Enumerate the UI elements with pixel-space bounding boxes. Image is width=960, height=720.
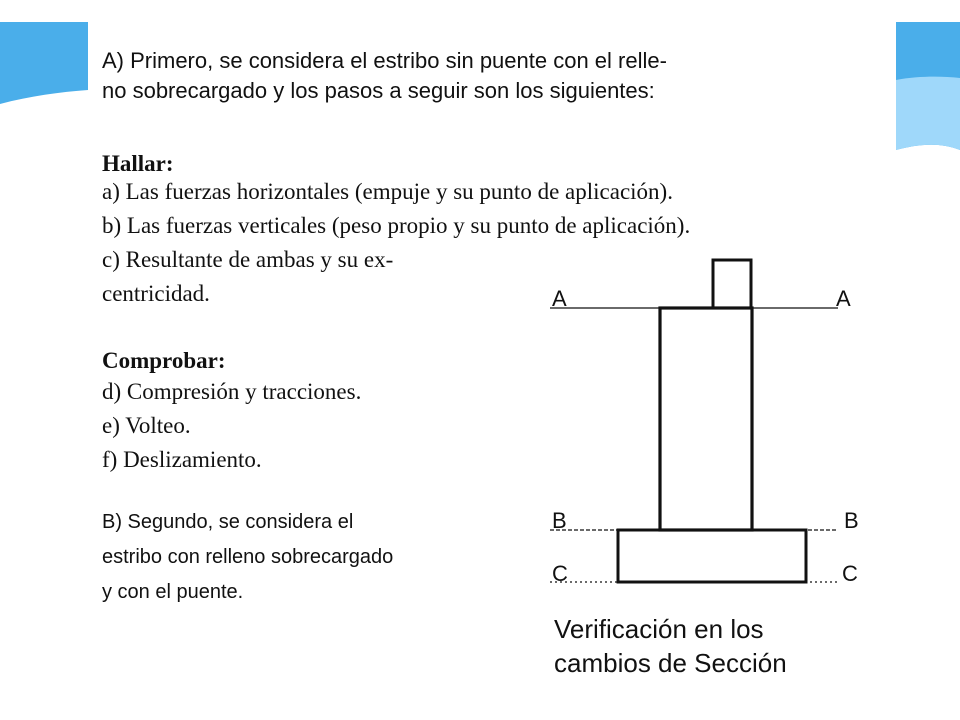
right-accent-highlight (896, 77, 960, 150)
label-c-right: C (842, 561, 858, 586)
label-b-right: B (844, 508, 859, 533)
label-c-left: C (552, 561, 568, 586)
hallar-item-c-cont: centricidad. (102, 281, 210, 306)
label-a-left: A (552, 286, 567, 311)
comprobar-item-e: e) Volteo. (102, 413, 191, 438)
hallar-item-c: c) Resultante de ambas y su ex- (102, 247, 394, 272)
hallar-item-a: a) Las fuerzas horizontales (empuje y su punto de aplicación). (102, 179, 673, 204)
second-case-line-1: B) Segundo, se considera el (102, 511, 354, 533)
comprobar-heading: Comprobar: (102, 348, 226, 373)
abutment-stem (660, 308, 752, 530)
comprobar-item-f: f) Deslizamiento. (102, 447, 262, 472)
intro-line-2: no sobrecargado y los pasos a seguir son los siguientes: (102, 78, 655, 103)
diagram-caption-line-1: Verificación en los (554, 614, 764, 644)
abutment-top-block (713, 260, 751, 308)
second-case-line-3: y con el puente. (102, 581, 244, 603)
hallar-heading: Hallar: (102, 151, 174, 176)
scanned-page (88, 24, 896, 692)
intro-line-1: A) Primero, se considera el estribo sin puente con el relle- (102, 48, 667, 73)
diagram-caption-line-2: cambios de Sección (554, 648, 787, 678)
comprobar-item-d: d) Compresión y tracciones. (102, 379, 362, 404)
second-case-line-2: estribo con relleno sobrecargado (102, 546, 394, 568)
hallar-item-b: b) Las fuerzas verticales (peso propio y su punto de aplicación). (102, 213, 691, 238)
label-a-right: A (836, 286, 851, 311)
left-accent-shape (0, 22, 88, 104)
label-b-left: B (552, 508, 567, 533)
abutment-section-diagram (88, 24, 896, 692)
abutment-footing (618, 530, 806, 582)
